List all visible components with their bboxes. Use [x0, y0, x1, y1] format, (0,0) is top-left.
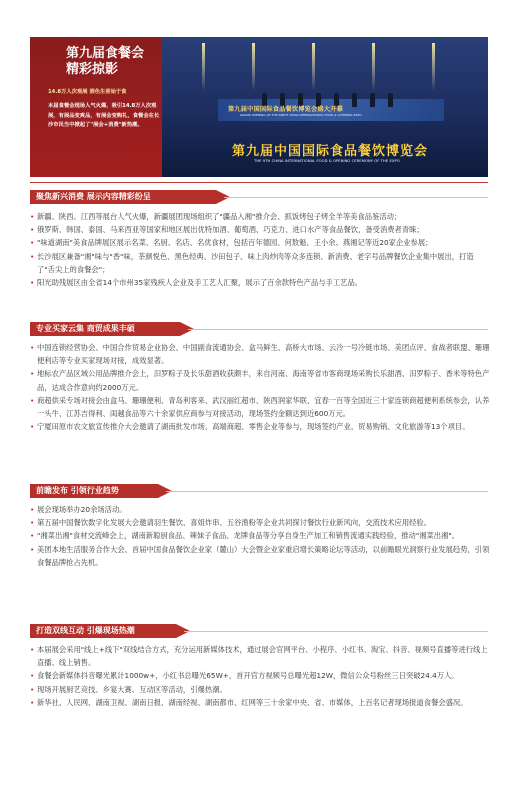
hero-subtitle: 14.8万人次观展 酒色生香始于食	[48, 89, 127, 95]
stage-light	[372, 43, 375, 91]
list-item: • 现场开展厨艺竞技、乡宴大赛、互动区等活动，引爆热潮。	[30, 683, 490, 696]
section-heading-trade-results: 专业买家云集 商贸成果丰硕	[30, 322, 180, 336]
section-body-new-consumption	[30, 210, 490, 289]
hero-divider	[30, 182, 488, 183]
stage-light	[252, 43, 255, 91]
list-item: • 本届展会采用"线上+线下"双线结合方式，充分运用新媒体技术，通过展会官网平台、小程序、小红书、淘宝、抖音、视频号直播等进行线上直播、线上销售。	[30, 643, 490, 669]
section-heading-industry-trends: 前瞻发布 引领行业趋势	[30, 484, 158, 498]
section-body-online-offline	[30, 643, 490, 709]
list-item: • 地标农产品区域公用品牌推介会上，汨罗粽子及长乐甜酒收获颇丰，来自河南、海南等省市客商现场采购长乐甜酒、汨罗粽子、香米等特色产品，达成合作意向约2000万元。	[30, 367, 490, 393]
list-item: • 阳光助残展区由全省14个市州35家残疾人企业及手工艺人汇聚，展示了百余款特色产品与手工艺品。	[30, 276, 490, 289]
list-item: • 新疆、陕西、江西等展台人气火爆，新疆展团现场组织了"疆品入湘"推介会、抓饭烤包子烤全羊等美食品鉴活动；	[30, 210, 490, 223]
list-item: • 俄罗斯、韩国、泰国、马来西亚等国家和地区展出优特加酒、葡萄酒、巧克力、进口水产等食品餐饮，备受消费者青睐；	[30, 223, 490, 236]
stage-guest	[352, 93, 357, 107]
stage-light	[202, 43, 205, 91]
hero-title-line2: 精彩掠影	[66, 62, 119, 77]
hero-caption-panel	[30, 37, 162, 177]
list-item: • "味道湖南"美食品牌展区展示名菜、名厨、名店、名优食材，包括百年德园、何敖魁、王小余、燕湘记等近20家企业参展；	[30, 236, 490, 249]
section-rule	[184, 631, 488, 632]
hero-title-line1: 第九届食餐会	[66, 46, 145, 61]
section-heading-new-consumption: 聚焦新兴消费 展示内容精彩纷呈	[30, 190, 216, 204]
list-item: • 长沙展区兼备"湘"味与"香"味，茶颜悦色、黑色经典、沙田包子、味上肉炒肉等众多连锁、新消费、老字号品牌餐饮企业集中展出，打造了"舌尖上的食餐会"；	[30, 250, 490, 276]
hero-banner	[30, 37, 488, 177]
stage-banner-text: 第九届中国国际食品餐饮博览会盛大开幕	[228, 106, 343, 113]
stage-light	[432, 43, 435, 91]
stage-banner-english: GRAND OPENING OF THE NINTH CHINA INTERNATIONAL FOOD & CATERING EXPO	[240, 113, 362, 117]
section-rule	[166, 491, 488, 492]
list-item: • 新华社、人民网、湖南卫视、湖南日报、湖南经视、湖南都市、红网等三十余家中央、省、市媒体，上百名记者现场报道食餐会盛况。	[30, 696, 490, 709]
expo-backdrop-english: THE 9TH CHINA INTERNATIONAL FOOD & OPENING CEREMONY OF THE EXPO	[254, 158, 400, 163]
list-item: • 食餐会新媒体抖音曝光累计1000w+，小红书总曝光65W+，首开官方视频号总曝光超12W，微信公众号粉丝三日突破24.4万人。	[30, 669, 490, 682]
stage-guest	[388, 93, 393, 107]
opening-ceremony-photo	[162, 37, 488, 177]
expo-backdrop-title: 第九届中国国际食品餐饮博览会	[232, 144, 429, 159]
list-item: • 第五届中国餐饮数字化发展大会邀请羽生餐饮、喜姐炸串、五谷渔粉等企业共同探讨餐饮行业新风向，交流技术应用经验。	[30, 516, 490, 529]
list-item: • 展会现场举办20余场活动。	[30, 503, 490, 516]
hero-description: 本届食餐会现场人气火爆，吸引14.8万人次观展，有展品变爽品，有展会变购礼，食餐会在长沙市民当中掀起了"展会+消费"新热潮。	[48, 103, 160, 129]
section-heading-online-offline: 打造双线互动 引爆现场热潮	[30, 624, 176, 638]
list-item: • 美团本地生活服务合作大会、首届中国食品餐饮企业家（麓山）大会暨企业家重启增长策略论坛等活动，以前瞻眼光洞察行业发展趋势，引领食餐品牌抢占先机。	[30, 543, 490, 569]
list-item: • 宁厦田原市农文旅宣传推介大会邀请了湖南批发市场、高端商超、零售企业等参与，现场签约产业、贸易购销、文化旅游等13个项目。	[30, 420, 490, 433]
section-body-industry-trends	[30, 503, 490, 569]
section-rule	[224, 197, 488, 198]
list-item: • 中国连锁经营协会、中国合作贸易企业协会、中国副食流通协会、盒马鲜生、高桥大市场、云冷一号冷链市场、美团点评、食战者联盟、珊珊便利店等专业买家现场对接，成效显著。	[30, 341, 490, 367]
list-item: • 商超供采专场对接会由盒马、珊珊便利、青岛利客来、武汉丽红超市、陕西润家华联、宜春一百等全国近三十家连锁商超便利系统参会，认养一头牛、江苏吉得利、闺越食品等六十余家供应商参与对接活动，现场签约金额达到近600万元。	[30, 394, 490, 420]
hero-title	[66, 46, 162, 78]
stage-light	[312, 43, 315, 91]
section-rule	[188, 329, 488, 330]
section-body-trade-results	[30, 341, 490, 433]
list-item: • "湘菜出湘"食材交流峰会上，湖南新聪厨食品、辣妹子食品、龙牌食品等分享自身生产加工和销售流通实践经验，推动"湘菜出湘"。	[30, 529, 490, 542]
stage-guest	[370, 93, 375, 107]
